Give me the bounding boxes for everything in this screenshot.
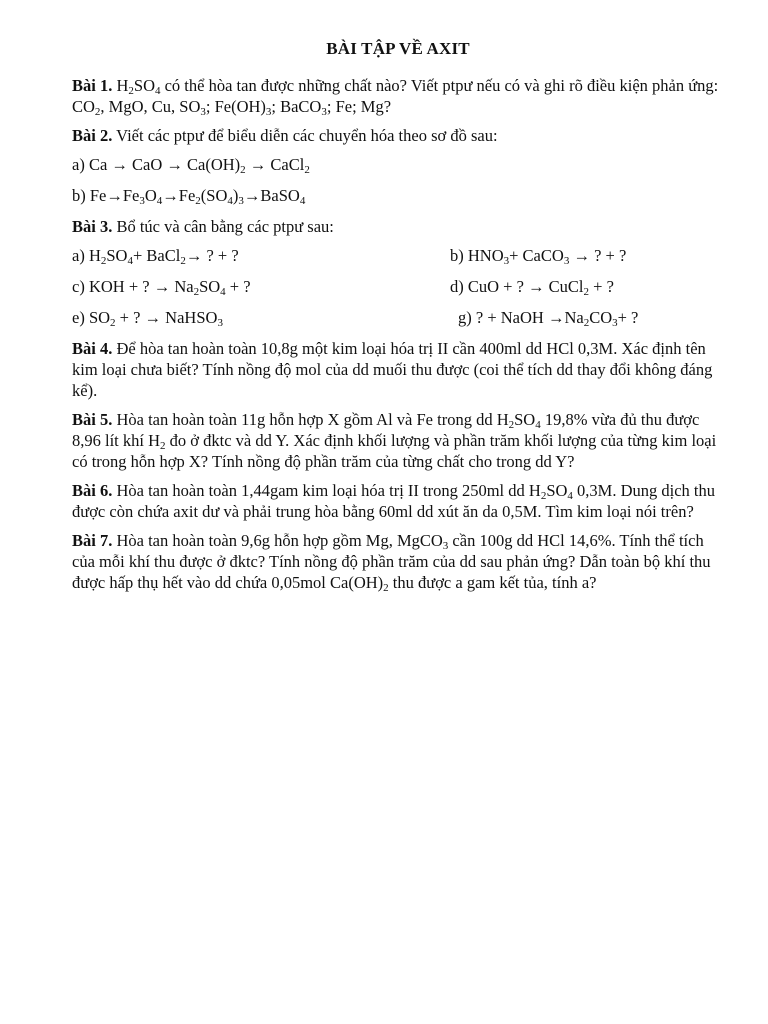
exercise-3-item-c: c) KOH + ? → $Na_2SO_4$ + ? — [72, 277, 251, 298]
exercise-3-item-g: g) ? + NaOH $\to Na_2CO_3+$ ? — [458, 308, 639, 329]
exercise-6 — [72, 480, 724, 522]
exercise-1-label: Bài 1. — [72, 76, 113, 95]
exercise-3-text: Bổ túc và cân bằng các ptpư sau: — [112, 217, 334, 236]
page-title: BÀI TẬP VỀ AXIT — [326, 39, 470, 58]
exercise-7-text: Hòa tan hoàn toàn 9,6g hỗn hợp gồm Mg, MgCO$_3$ cần 100g dd HCl 14,6%. Tính thể tích của mỗi khí thu được ở đktc? Tính nồng độ phần trăm của dd sau phản ứng? Dẫn toàn bộ khí thu được hấp thụ hết vào dd chứa 0,05mol $Ca(OH)_2$ thu được a gam kết tủa, tính a? — [72, 531, 711, 594]
exercise-2-scheme-b: b) $Fe\to Fe_3O_4\to Fe_2(SO_4)_3\to BaSO_4$ — [72, 186, 306, 207]
exercise-5 — [72, 409, 724, 472]
exercise-1 — [72, 75, 724, 117]
exercise-2-scheme-a: a) Ca → CaO → $Ca(OH)_2$ → CaCl$_2$ — [72, 155, 310, 176]
exercise-5-label: Bài 5. — [72, 410, 113, 429]
exercise-3-item-e: e) $SO_2$ + ? → NaHSO$_3$ — [72, 308, 223, 329]
exercise-2-label: Bài 2. — [72, 126, 113, 145]
exercise-3-row-3 — [72, 307, 724, 328]
exercise-4-text: Để hòa tan hoàn toàn 10,8g một kim loại hóa trị II cần 400ml dd HCl 0,3M. Xác định tên kim loại chưa biết? Tính nồng độ mol của dd muối thu được (coi thể tích dd thay đổi không đáng kể). — [72, 339, 713, 400]
exercise-6-text: Hòa tan hoàn toàn 1,44gam kim loại hóa trị II trong 250ml dd $H_2SO_4$ 0,3M. Dung dịch thu được còn chứa axit dư và phải trung hòa bằng 60ml dd xút ăn da 0,5M. Tìm kim loại nói trên? — [72, 481, 715, 521]
exercise-3-item-d: d) CuO + ? → CuCl$_2$ + ? — [450, 277, 614, 298]
exercise-3-item-a: a) $H_2SO_4+$ BaCl$_2$→ ? + ? — [72, 246, 239, 267]
exercise-5-text: Hòa tan hoàn toàn 11g hỗn hợp X gồm Al và Fe trong dd $H_2SO_4$ 19,8% vừa đủ thu được 8,96 lít khí $H_2$ đo ở đktc và dd Y. Xác định khối lượng và phần trăm khối lượng của từng kim loại có trong hỗn hợp X? Tính nồng độ phần trăm của từng chất cho trong dd Y? — [72, 410, 717, 471]
exercise-4-label: Bài 4. — [72, 339, 113, 358]
exercise-7-label: Bài 7. — [72, 531, 113, 550]
exercise-3 — [72, 216, 724, 237]
exercise-7 — [72, 530, 724, 593]
document-page — [72, 38, 724, 601]
exercise-3-item-b: b) $HNO_3+$ CaCO$_3$ → ? + ? — [450, 246, 627, 267]
exercise-2-text: Viết các ptpư để biểu diễn các chuyển hóa theo sơ đồ sau: — [112, 126, 498, 145]
exercise-2 — [72, 125, 724, 146]
exercise-3-row-2 — [72, 276, 724, 297]
exercise-4 — [72, 338, 724, 401]
exercise-6-label: Bài 6. — [72, 481, 113, 500]
exercise-1-text: $H_2SO_4$ có thể hòa tan được những chất nào? Viết ptpư nếu có và ghi rõ điều kiện phản ứng: $CO_2$, MgO, Cu, $SO_3$; $Fe(OH)_3$; BaCO$_3$; Fe; Mg? — [72, 76, 719, 118]
exercise-3-label: Bài 3. — [72, 217, 113, 236]
exercise-3-row-1 — [72, 245, 724, 266]
